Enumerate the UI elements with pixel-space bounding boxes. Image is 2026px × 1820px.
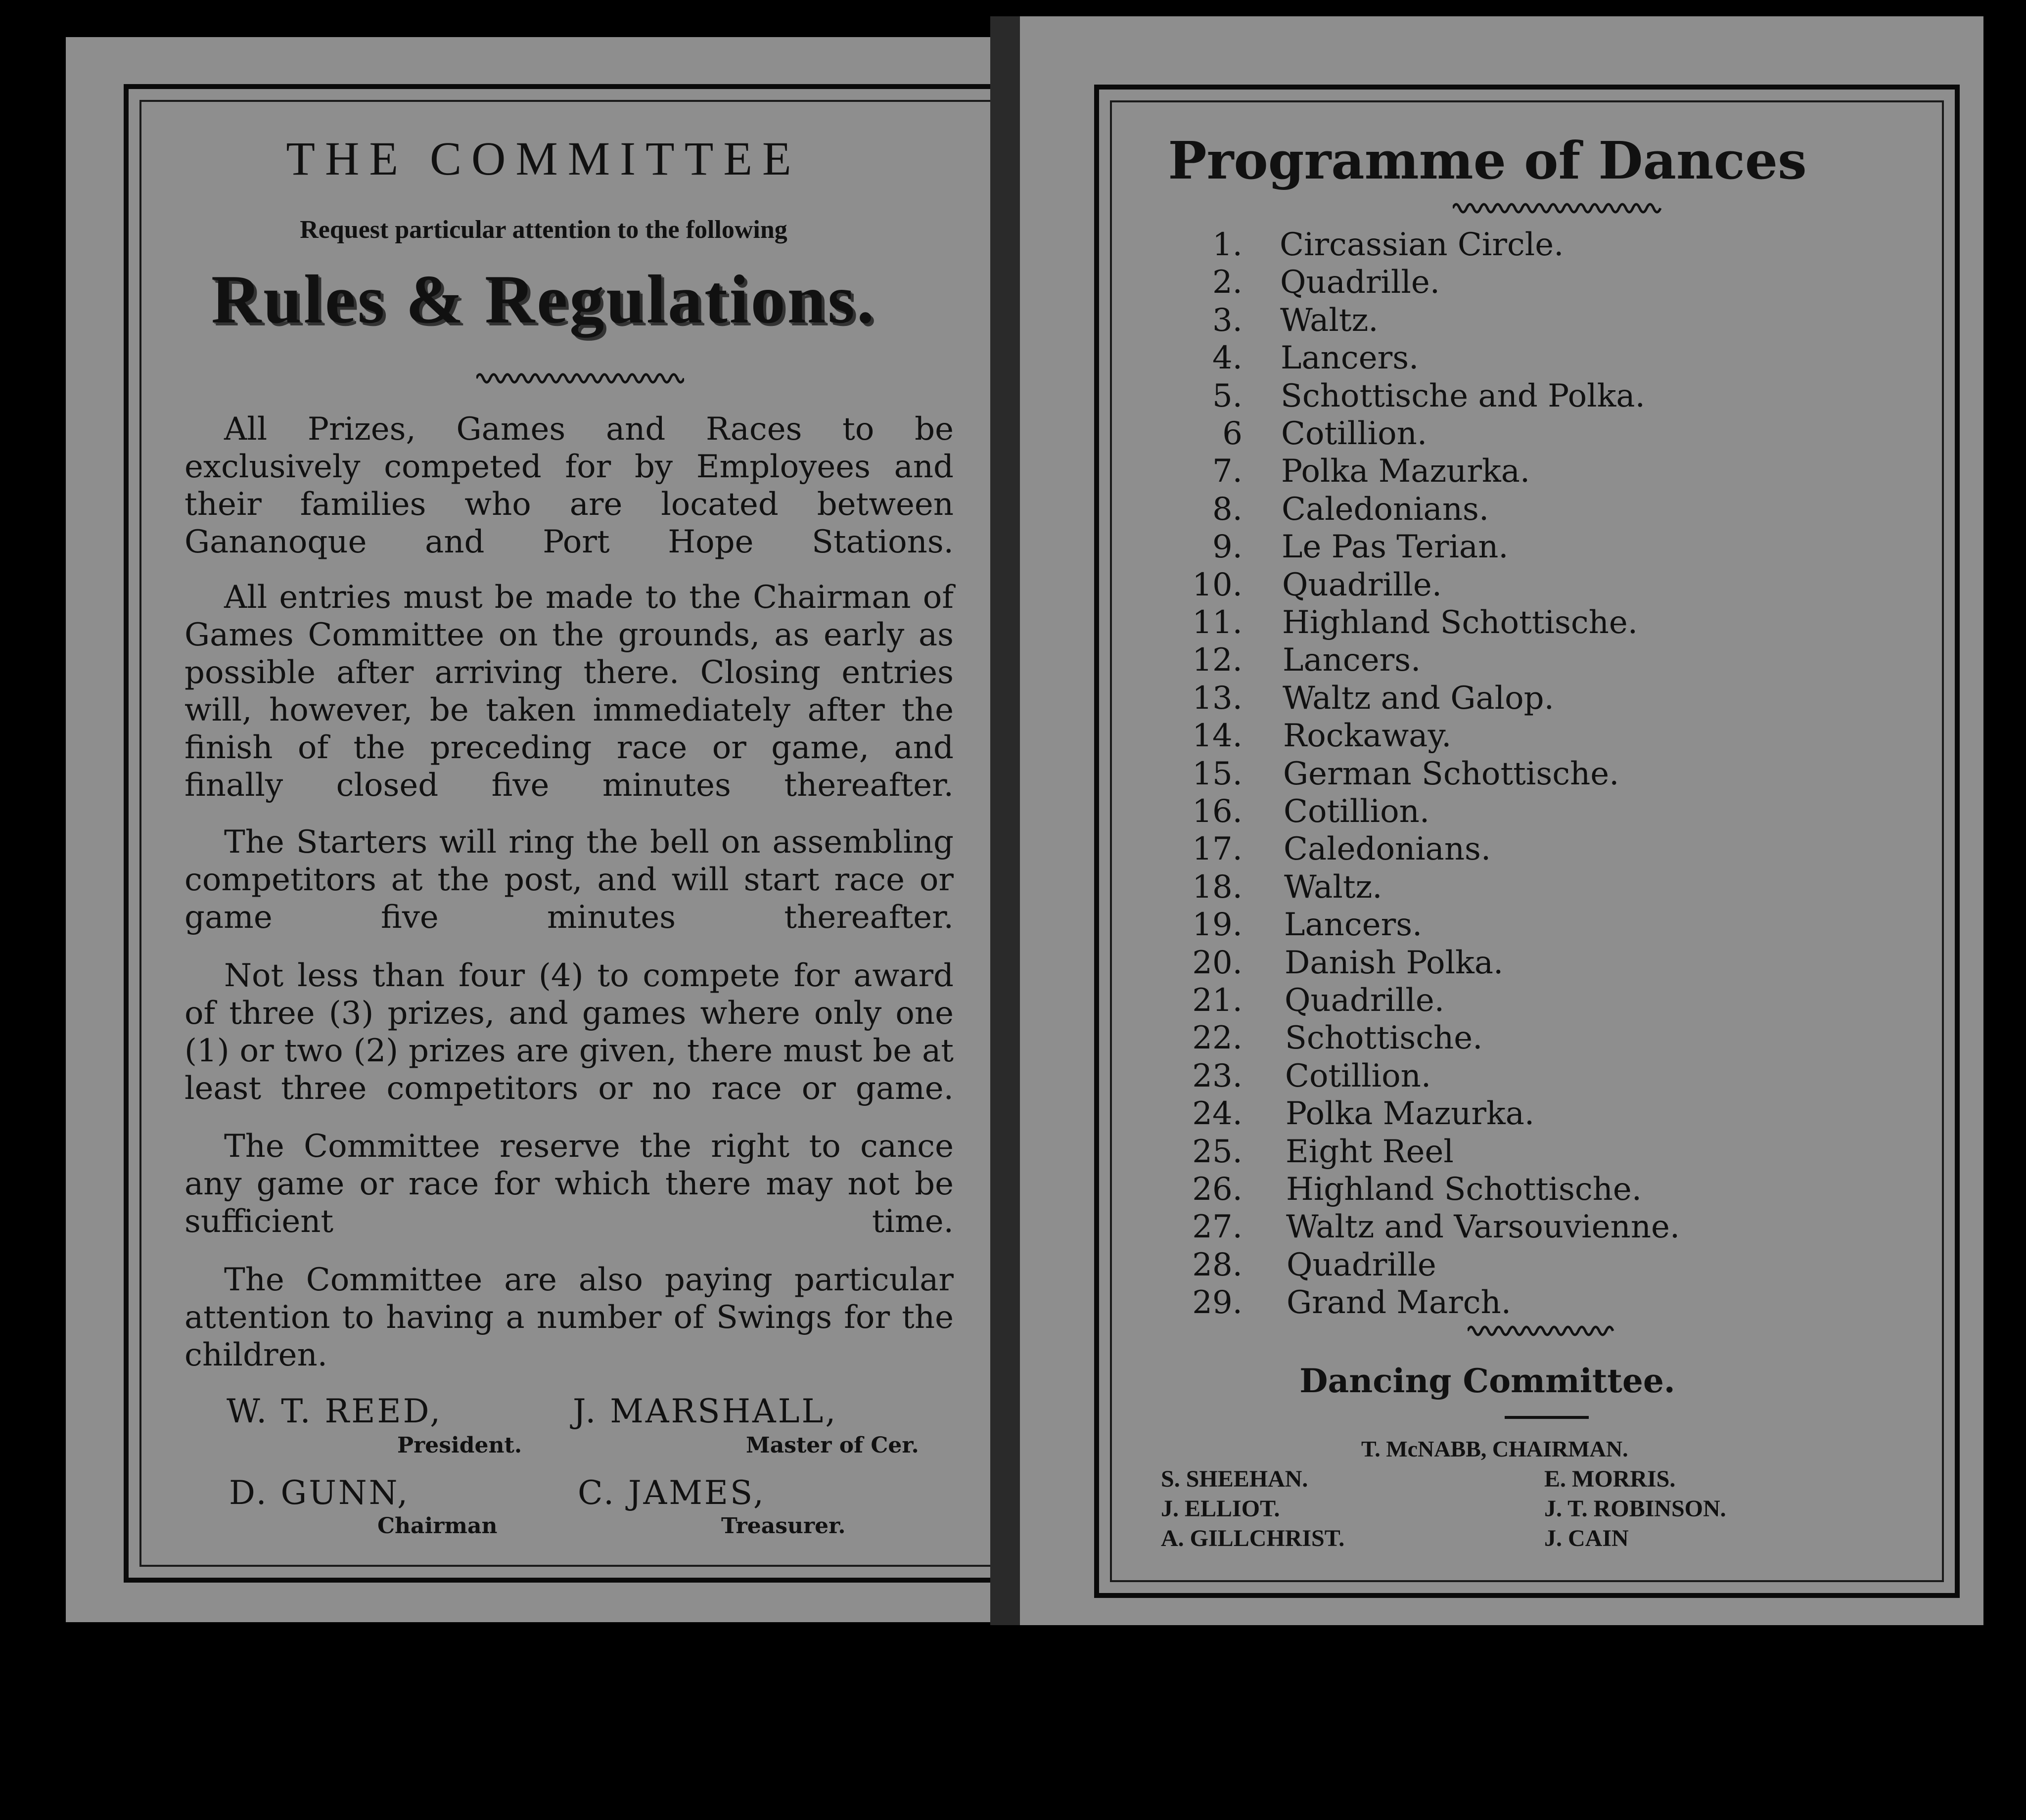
dance-number: 11.: [1192, 604, 1243, 641]
committee-member: E. MORRIS.: [1544, 1466, 1676, 1492]
officer-name: J. MARSHALL,: [573, 1392, 838, 1430]
dancing-committee-chairman: T. McNABB, CHAIRMAN.: [1361, 1436, 1628, 1461]
rule-paragraph-2: All entries must be made to the Chairman of Games Committee on the grounds, as early as possible after arriving there. Closing entries will, however, be taken immediately after the finish of the preceding race or game, and finally closed five minutes thereafter.: [184, 579, 954, 804]
dance-number: 7.: [1212, 453, 1243, 490]
dance-number: 13.: [1192, 680, 1243, 717]
dance-name: Caledonians.: [1284, 831, 1491, 868]
dance-number: 29.: [1192, 1284, 1243, 1321]
dance-number: 22.: [1192, 1020, 1243, 1057]
ornament-divider: [1453, 198, 1665, 218]
dance-name: Waltz.: [1284, 868, 1382, 906]
dance-name: Waltz.: [1280, 302, 1379, 339]
dance-name: Le Pas Terian.: [1282, 529, 1509, 566]
dance-number: 17.: [1192, 831, 1243, 868]
dance-number: 24.: [1192, 1095, 1243, 1133]
dance-name: Danish Polka.: [1285, 944, 1504, 981]
dance-number: 18.: [1192, 868, 1243, 906]
dance-name: Rockaway.: [1283, 718, 1452, 755]
dance-number: 20.: [1192, 944, 1243, 981]
officer-name: W. T. REED,: [227, 1392, 443, 1430]
dance-number: 1.: [1212, 227, 1243, 263]
subheading: Request particular attention to the following: [300, 216, 787, 244]
dance-name: Quadrille: [1287, 1246, 1436, 1283]
dance-number: 16.: [1192, 793, 1243, 830]
dance-name: Cotillion.: [1285, 1057, 1431, 1094]
officer-role: Chairman: [377, 1513, 498, 1539]
programme-title: Programme of Dances: [1168, 130, 1807, 191]
dance-name: Circassian Circle.: [1280, 227, 1564, 263]
dance-programme-card: [990, 16, 1983, 1625]
dance-name: Cotillion.: [1281, 415, 1427, 452]
dance-number: 6: [1222, 415, 1243, 452]
officer-role: Treasurer.: [721, 1513, 846, 1539]
dance-number: 14.: [1192, 718, 1243, 755]
dance-number: 12.: [1192, 642, 1243, 679]
dance-name: Quadrille.: [1280, 264, 1440, 301]
dance-name: Caledonians.: [1282, 491, 1489, 528]
dance-name: Lancers.: [1283, 642, 1421, 679]
dance-number: 19.: [1192, 907, 1243, 944]
dance-number: 26.: [1192, 1171, 1243, 1208]
dance-name: Polka Mazurka.: [1281, 453, 1530, 490]
dance-name: Polka Mazurka.: [1286, 1095, 1535, 1133]
committee-member: J. ELLIOT.: [1161, 1496, 1280, 1522]
committee-member: J. T. ROBINSON.: [1544, 1496, 1726, 1522]
rule-paragraph-1: All Prizes, Games and Races to be exclusively competed for by Employees and their families who are located between Gananoque and Port Hope Stations.: [184, 411, 954, 560]
dance-number: 3.: [1212, 302, 1243, 339]
dance-number: 21.: [1192, 982, 1243, 1019]
dance-name: Quadrille.: [1285, 982, 1445, 1019]
dance-name: Waltz and Galop.: [1283, 680, 1554, 717]
dance-name: Cotillion.: [1284, 793, 1430, 830]
dance-name: German Schottische.: [1283, 755, 1619, 792]
dance-number: 10.: [1192, 566, 1243, 603]
dance-name: Lancers.: [1281, 340, 1419, 377]
rule-paragraph-4: Not less than four (4) to compete for award of three (3) prizes, and games where only one (1) or two (2) prizes are given, there must be at least three competitors or no race or game.: [184, 957, 954, 1107]
dance-number: 23.: [1192, 1057, 1243, 1094]
ornament-divider: [1468, 1321, 1616, 1341]
officer-role: President.: [397, 1433, 522, 1458]
dance-name: Highland Schottische.: [1282, 604, 1638, 641]
rule-paragraph-5: The Committee reserve the right to cance any game or race for which there may not be sufficient time.: [184, 1128, 954, 1240]
dance-number: 27.: [1192, 1209, 1243, 1246]
dance-number: 28.: [1192, 1246, 1243, 1283]
dance-number: 5.: [1212, 377, 1243, 414]
dance-name: Lancers.: [1284, 907, 1423, 944]
committee-member: J. CAIN: [1544, 1525, 1629, 1551]
dance-name: Schottische and Polka.: [1281, 377, 1645, 414]
committee-member: A. GILLCHRIST.: [1161, 1525, 1345, 1551]
dance-number: 9.: [1212, 529, 1243, 566]
dance-name: Eight Reel: [1286, 1133, 1454, 1170]
dance-name: Highland Schottische.: [1286, 1171, 1642, 1208]
dance-name: Schottische.: [1285, 1020, 1483, 1057]
rule-paragraph-6: The Committee are also paying particular attention to having a number of Swings for the children.: [184, 1262, 954, 1373]
dance-number: 4.: [1212, 340, 1243, 377]
committee-heading: THE COMMITTEE: [286, 132, 801, 185]
officer-name: D. GUNN,: [229, 1474, 410, 1512]
rules-title: Rules & Regulations.: [211, 261, 876, 338]
dance-name: Quadrille.: [1282, 566, 1442, 603]
dance-number: 25.: [1192, 1133, 1243, 1170]
dancing-committee-title: Dancing Committee.: [1299, 1362, 1675, 1400]
dance-number: 15.: [1192, 755, 1243, 792]
officer-name: C. JAMES,: [578, 1474, 766, 1512]
dance-name: Grand March.: [1287, 1284, 1512, 1321]
rule-paragraph-3: The Starters will ring the bell on assembling competitors at the post, and will start race or game five minutes thereafter.: [184, 824, 954, 936]
fold-gap: [990, 16, 1020, 1625]
dance-number: 2.: [1212, 264, 1243, 301]
title-underline: [1505, 1416, 1589, 1419]
dance-name: Waltz and Varsouvienne.: [1286, 1209, 1680, 1246]
ornament-divider: [476, 368, 684, 388]
rules-card: [66, 37, 1021, 1622]
committee-member: S. SHEEHAN.: [1161, 1466, 1308, 1492]
officer-role: Master of Cer.: [746, 1433, 919, 1458]
dance-number: 8.: [1212, 491, 1243, 528]
